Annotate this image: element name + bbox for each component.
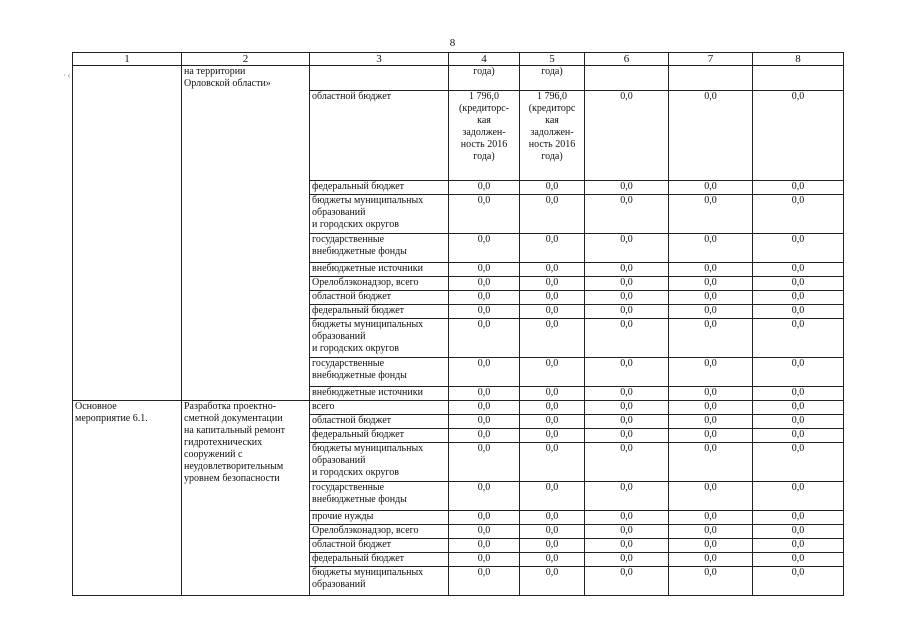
value-cell: 0,0: [449, 263, 520, 277]
value-cell: 0,0: [449, 415, 520, 429]
value-cell: 0,0: [449, 319, 520, 358]
value-cell: 0,0: [520, 291, 585, 305]
value-cell: [753, 66, 844, 91]
event-code-cell: Основное мероприятие 6.1.: [73, 401, 182, 596]
value-cell: 0,0: [449, 387, 520, 401]
column-header: 2: [182, 53, 310, 66]
value-cell: 0,0: [585, 319, 669, 358]
value-cell: 0,0: [520, 511, 585, 525]
value-cell: 0,0: [669, 415, 753, 429]
value-cell: 1 796,0 (кредиторс- кая задолжен- ность 2016 года): [449, 91, 520, 181]
funding-source-cell: бюджеты муниципальных образований и городских округов: [310, 319, 449, 358]
funding-source-cell: бюджеты муниципальных образований и городских округов: [310, 195, 449, 234]
event-description-cell: Разработка проектно- сметной документации на капитальный ремонт гидротехнических сооружений с неудовлетворительным уровнем безопасности: [182, 401, 310, 596]
value-cell: 0,0: [520, 401, 585, 415]
value-cell: 0,0: [669, 319, 753, 358]
value-cell: 0,0: [585, 443, 669, 482]
funding-source-cell: Орелоблэконадзор, всего: [310, 277, 449, 291]
funding-source-cell: прочие нужды: [310, 511, 449, 525]
value-cell: 0,0: [753, 358, 844, 387]
value-cell: 0,0: [669, 277, 753, 291]
value-cell: 0,0: [669, 553, 753, 567]
value-cell: 0,0: [585, 277, 669, 291]
value-cell: года): [520, 66, 585, 91]
funding-source-cell: областной бюджет: [310, 539, 449, 553]
value-cell: 1 796,0 (кредиторс кая задолжен- ность 2016 года): [520, 91, 585, 181]
block-b: [73, 401, 844, 596]
value-cell: 0,0: [585, 482, 669, 511]
value-cell: 0,0: [449, 401, 520, 415]
value-cell: 0,0: [520, 482, 585, 511]
column-header: 3: [310, 53, 449, 66]
column-header: 7: [669, 53, 753, 66]
value-cell: [669, 66, 753, 91]
value-cell: 0,0: [449, 358, 520, 387]
value-cell: 0,0: [520, 263, 585, 277]
value-cell: 0,0: [669, 539, 753, 553]
value-cell: 0,0: [669, 263, 753, 277]
value-cell: 0,0: [449, 443, 520, 482]
value-cell: 0,0: [585, 305, 669, 319]
value-cell: 0,0: [585, 567, 669, 596]
value-cell: 0,0: [585, 91, 669, 181]
value-cell: 0,0: [753, 234, 844, 263]
table-header-row: [73, 53, 844, 66]
value-cell: 0,0: [585, 291, 669, 305]
margin-mark: · ‹: [63, 71, 71, 80]
funding-source-cell: государственные внебюджетные фонды: [310, 234, 449, 263]
value-cell: 0,0: [520, 525, 585, 539]
funding-source-cell: бюджеты муниципальных образований: [310, 567, 449, 596]
value-cell: 0,0: [449, 305, 520, 319]
value-cell: 0,0: [520, 234, 585, 263]
value-cell: 0,0: [753, 443, 844, 482]
column-header: 5: [520, 53, 585, 66]
value-cell: 0,0: [585, 195, 669, 234]
value-cell: 0,0: [753, 567, 844, 596]
value-cell: 0,0: [753, 319, 844, 358]
value-cell: 0,0: [753, 482, 844, 511]
value-cell: 0,0: [585, 415, 669, 429]
value-cell: 0,0: [520, 539, 585, 553]
value-cell: 0,0: [520, 305, 585, 319]
value-cell: 0,0: [520, 415, 585, 429]
value-cell: 0,0: [669, 358, 753, 387]
funding-source-cell: [310, 66, 449, 91]
value-cell: 0,0: [753, 539, 844, 553]
value-cell: 0,0: [669, 525, 753, 539]
column-header: 6: [585, 53, 669, 66]
value-cell: 0,0: [585, 263, 669, 277]
value-cell: 0,0: [753, 263, 844, 277]
value-cell: 0,0: [585, 234, 669, 263]
value-cell: 0,0: [449, 429, 520, 443]
value-cell: 0,0: [753, 511, 844, 525]
value-cell: 0,0: [753, 525, 844, 539]
value-cell: 0,0: [520, 319, 585, 358]
value-cell: 0,0: [669, 567, 753, 596]
value-cell: 0,0: [449, 181, 520, 195]
value-cell: 0,0: [449, 567, 520, 596]
value-cell: 0,0: [753, 553, 844, 567]
value-cell: 0,0: [669, 387, 753, 401]
value-cell: 0,0: [669, 181, 753, 195]
value-cell: 0,0: [669, 401, 753, 415]
funding-source-cell: федеральный бюджет: [310, 553, 449, 567]
value-cell: 0,0: [585, 525, 669, 539]
value-cell: 0,0: [585, 553, 669, 567]
event-code-cell: [73, 66, 182, 401]
value-cell: 0,0: [753, 195, 844, 234]
value-cell: 0,0: [520, 181, 585, 195]
value-cell: 0,0: [585, 401, 669, 415]
value-cell: 0,0: [585, 539, 669, 553]
value-cell: [585, 66, 669, 91]
value-cell: 0,0: [669, 195, 753, 234]
funding-source-cell: бюджеты муниципальных образований и городских округов: [310, 443, 449, 482]
value-cell: 0,0: [669, 429, 753, 443]
value-cell: 0,0: [669, 482, 753, 511]
value-cell: 0,0: [449, 525, 520, 539]
value-cell: 0,0: [753, 181, 844, 195]
value-cell: 0,0: [669, 91, 753, 181]
funding-source-cell: областной бюджет: [310, 415, 449, 429]
page-number: 8: [449, 37, 456, 49]
column-header: 1: [73, 53, 182, 66]
funding-source-cell: Орелоблэконадзор, всего: [310, 525, 449, 539]
value-cell: 0,0: [449, 291, 520, 305]
value-cell: 0,0: [449, 195, 520, 234]
value-cell: 0,0: [753, 91, 844, 181]
value-cell: 0,0: [520, 387, 585, 401]
funding-source-cell: всего: [310, 401, 449, 415]
value-cell: 0,0: [449, 539, 520, 553]
value-cell: 0,0: [753, 277, 844, 291]
table-row: [73, 401, 844, 415]
value-cell: 0,0: [585, 429, 669, 443]
value-cell: 0,0: [520, 443, 585, 482]
value-cell: 0,0: [669, 291, 753, 305]
value-cell: 0,0: [585, 358, 669, 387]
value-cell: 0,0: [449, 277, 520, 291]
funding-source-cell: государственные внебюджетные фонды: [310, 482, 449, 511]
funding-source-cell: областной бюджет: [310, 291, 449, 305]
value-cell: 0,0: [520, 358, 585, 387]
value-cell: года): [449, 66, 520, 91]
value-cell: 0,0: [585, 181, 669, 195]
value-cell: 0,0: [753, 415, 844, 429]
block-a: [73, 66, 844, 401]
value-cell: 0,0: [449, 482, 520, 511]
value-cell: 0,0: [520, 277, 585, 291]
value-cell: 0,0: [753, 305, 844, 319]
funding-source-cell: внебюджетные источники: [310, 387, 449, 401]
funding-source-cell: федеральный бюджет: [310, 181, 449, 195]
value-cell: 0,0: [753, 291, 844, 305]
column-header: 4: [449, 53, 520, 66]
value-cell: 0,0: [520, 195, 585, 234]
value-cell: 0,0: [449, 553, 520, 567]
value-cell: 0,0: [520, 567, 585, 596]
value-cell: 0,0: [669, 234, 753, 263]
value-cell: 0,0: [669, 511, 753, 525]
value-cell: 0,0: [585, 511, 669, 525]
value-cell: 0,0: [669, 305, 753, 319]
value-cell: 0,0: [520, 429, 585, 443]
value-cell: 0,0: [753, 429, 844, 443]
value-cell: 0,0: [449, 511, 520, 525]
funding-source-cell: внебюджетные источники: [310, 263, 449, 277]
table-row: [73, 66, 844, 91]
value-cell: 0,0: [585, 387, 669, 401]
event-description-cell: на территории Орловской области»: [182, 66, 310, 401]
value-cell: 0,0: [753, 387, 844, 401]
value-cell: 0,0: [520, 553, 585, 567]
funding-source-cell: федеральный бюджет: [310, 429, 449, 443]
funding-source-cell: областной бюджет: [310, 91, 449, 181]
value-cell: 0,0: [669, 443, 753, 482]
column-header: 8: [753, 53, 844, 66]
budget-table: [72, 52, 844, 596]
funding-source-cell: государственные внебюджетные фонды: [310, 358, 449, 387]
value-cell: 0,0: [449, 234, 520, 263]
funding-source-cell: федеральный бюджет: [310, 305, 449, 319]
value-cell: 0,0: [753, 401, 844, 415]
